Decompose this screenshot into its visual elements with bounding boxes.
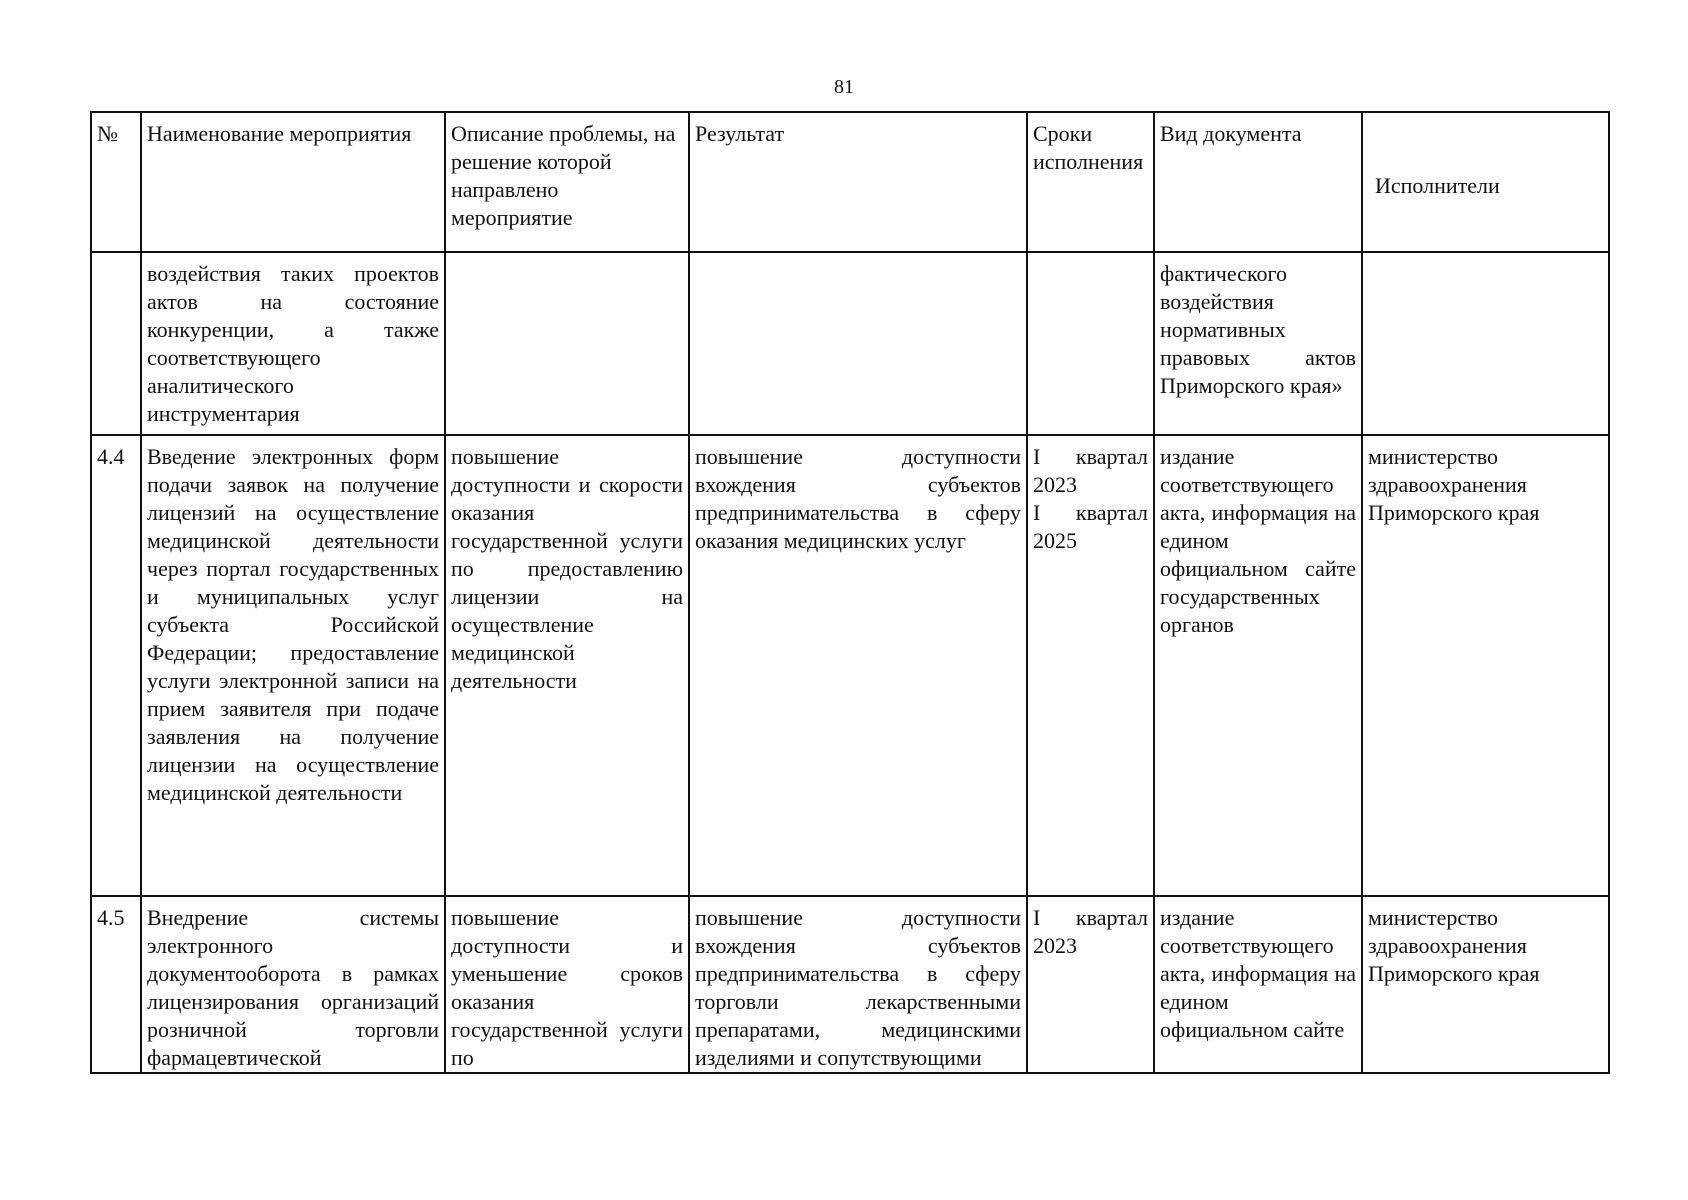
cell-problem: повышение доступности и уменьшение сроков оказания государственной услуги по [445, 896, 689, 1073]
table-row [91, 896, 1609, 1073]
table-header-row [91, 112, 1609, 252]
cell-executors [1362, 252, 1609, 435]
deadline-start: I квартал 2023 [1033, 444, 1148, 497]
cell-doc-type: издание соответствующего акта, информация на едином официальном сайте государственных органов [1154, 435, 1362, 896]
cell-deadline [1027, 435, 1154, 896]
cell-problem: повышение доступности и скорости оказания государственной услуги по предоставлению лицензии на осуществление медицинской деятельности [445, 435, 689, 896]
cell-name: воздействия таких проектов актов на состояние конкуренции, а также соответствующего аналитического инструментария [141, 252, 445, 435]
cell-result [689, 252, 1027, 435]
header-num: № [91, 112, 141, 252]
table-row [91, 435, 1609, 896]
cell-doc-type: издание соответствующего акта, информация на едином официальном сайте [1154, 896, 1362, 1073]
header-result: Результат [689, 112, 1027, 252]
header-executors: Исполнители [1362, 112, 1609, 252]
header-deadline: Сроки исполнения [1027, 112, 1154, 252]
cell-num: 4.4 [91, 435, 141, 896]
cell-deadline [1027, 252, 1154, 435]
cell-result: повышение доступности вхождения субъектов предпринимательства в сферу торговли лекарственными препаратами, медицинскими изделиями и сопутствующими [689, 896, 1027, 1073]
cell-problem [445, 252, 689, 435]
cell-num: 4.5 [91, 896, 141, 1073]
header-name: Наименование мероприятия [141, 112, 445, 252]
deadline-end: I квартал 2025 [1033, 500, 1148, 553]
table-row [91, 252, 1609, 435]
cell-num [91, 252, 141, 435]
measures-table [90, 111, 1610, 1074]
header-doc-type: Вид документа [1154, 112, 1362, 252]
cell-deadline: I квартал 2023 [1027, 896, 1154, 1073]
cell-result: повышение доступности вхождения субъектов предпринимательства в сферу оказания медицинских услуг [689, 435, 1027, 896]
page-number: 81 [834, 76, 854, 98]
header-problem: Описание проблемы, на решение которой направлено мероприятие [445, 112, 689, 252]
cell-name: Внедрение системы электронного документооборота в рамках лицензирования организаций розничной торговли фармацевтической [141, 896, 445, 1073]
cell-doc-type: фактического воздействия нормативных правовых актов Приморского края» [1154, 252, 1362, 435]
cell-executors: министерство здравоохранения Приморского края [1362, 896, 1609, 1073]
cell-executors: министерство здравоохранения Приморского края [1362, 435, 1609, 896]
cell-name: Введение электронных форм подачи заявок на получение лицензий на осуществление медицинской деятельности через портал государственных и муниципальных услуг субъекта Российской Федерации; предоставление услуги электронной записи на прием заявителя при подаче заявления на получение лицензии на осуществление медицинской деятельности [141, 435, 445, 896]
